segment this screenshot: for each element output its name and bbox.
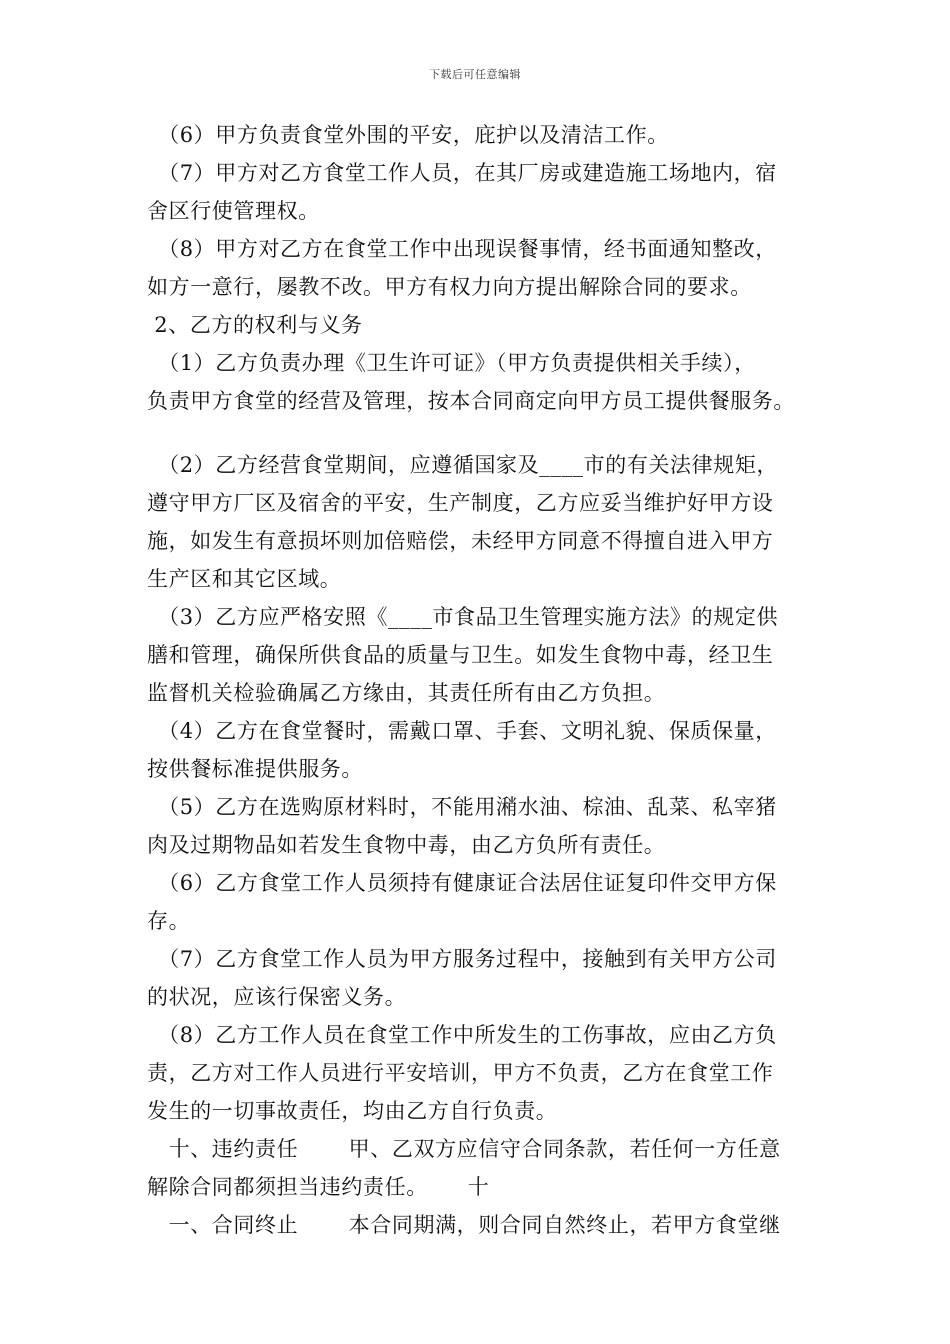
text-line: （7）乙方食堂工作人员为甲方服务过程中，接触到有关甲方公司 xyxy=(147,947,777,971)
text-line: 责，乙方对工作人员进行平安培训，甲方不负责，乙方在食堂工作 xyxy=(147,1061,774,1085)
text-line: 发生的一切事故责任，均由乙方自行负责。 xyxy=(147,1099,558,1123)
text-line: （4）乙方在食堂餐时，需戴口罩、手套、文明礼貌、保质保量， xyxy=(147,719,777,743)
text-line: （3）乙方应严格安照《____市食品卫生管理实施方法》的规定供 xyxy=(147,605,779,629)
text-line: （6）甲方负责食堂外围的平安，庇护以及清洁工作。 xyxy=(147,123,669,147)
text-line: 膳和管理，确保所供食品的质量与卫生。如发生食物中毒，经卫生 xyxy=(147,643,774,667)
text-line: （8）乙方工作人员在食堂工作中所发生的工伤事故，应由乙方负 xyxy=(147,1023,777,1047)
text-line: 按供餐标准提供服务。 xyxy=(147,757,363,781)
text-line: （2）乙方经营食堂期间，应遵循国家及____市的有关法律规矩， xyxy=(147,453,779,477)
text-line: （7）甲方对乙方食堂工作人员，在其厂房或建造施工场地内，宿 xyxy=(147,161,777,185)
text-line: 如方一意行，屡教不改。甲方有权力向方提出解除合同的要求。 xyxy=(147,275,752,299)
text-line: 遵守甲方厂区及宿舍的平安，生产制度，乙方应妥当维护好甲方设 xyxy=(147,491,774,515)
text-line: 的状况，应该行保密义务。 xyxy=(147,985,407,1009)
text-line: 解除合同都须担当违约责任。 十 xyxy=(147,1175,490,1199)
text-line: 舍区行使管理权。 xyxy=(147,199,320,223)
document-body xyxy=(147,116,827,1244)
paragraph-gap xyxy=(147,420,827,446)
text-line: 负责甲方食堂的经营及管理，按本合同商定向甲方员工提供餐服务。 xyxy=(147,389,795,413)
text-line: （5）乙方在选购原材料时，不能用潲水油、棕油、乱菜、私宰猪 xyxy=(147,795,777,819)
text-line: 监督机关检验确属乙方缘由，其责任所有由乙方负担。 xyxy=(147,681,666,705)
text-line: 一、合同终止 本合同期满，则合同自然终止，若甲方食堂继 xyxy=(147,1213,781,1237)
text-line: 肉及过期物品如若发生食物中毒，由乙方负所有责任。 xyxy=(147,833,666,857)
text-line: 十、违约责任 甲、乙双方应信守合同条款，若任何一方任意 xyxy=(147,1137,781,1161)
text-line: （1）乙方负责办理《卫生许可证》（甲方负责提供相关手续）， xyxy=(147,351,756,375)
section-heading: 2、乙方的权利与义务 xyxy=(147,313,363,337)
text-line: 存。 xyxy=(147,909,191,933)
text-line: （6）乙方食堂工作人员须持有健康证合法居住证复印件交甲方保 xyxy=(147,871,777,895)
text-line: 施，如发生有意损坏则加倍赔偿，未经甲方同意不得擅自进入甲方 xyxy=(147,529,774,553)
text-line: （8）甲方对乙方在食堂工作中出现误餐事情，经书面通知整改， xyxy=(147,237,777,261)
text-line: 生产区和其它区域。 xyxy=(147,567,342,591)
page-header-note: 下载后可任意编辑 xyxy=(429,68,521,81)
